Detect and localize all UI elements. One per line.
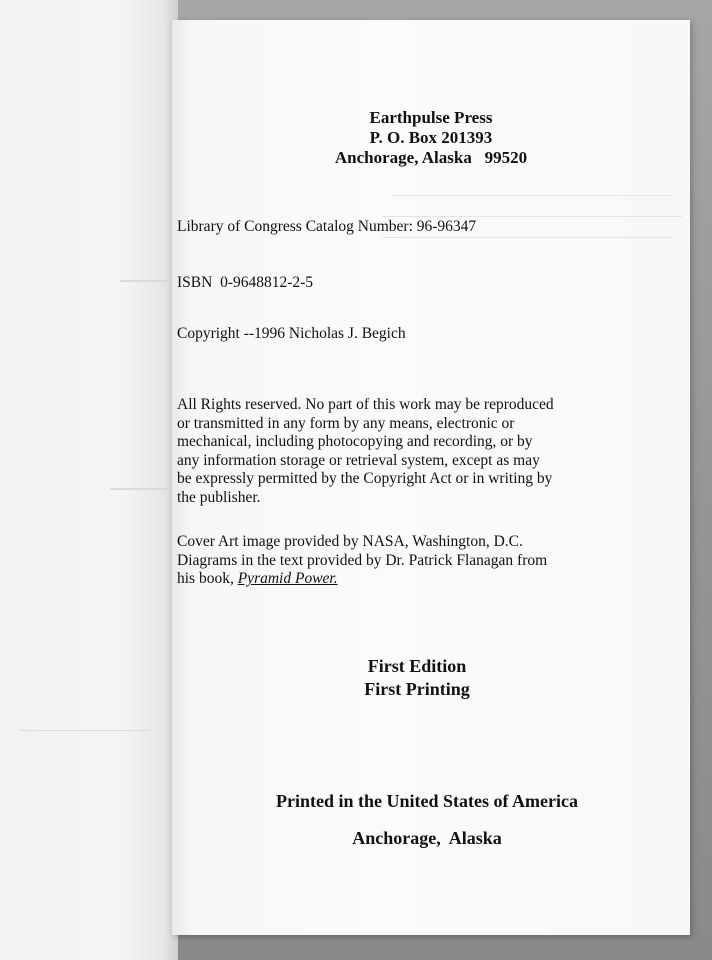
credits-line	[177, 570, 547, 589]
credits-line: Diagrams in the text provided by Dr. Patrick Flanagan from	[177, 551, 548, 569]
bleed-through-text	[282, 175, 582, 335]
printing-line: First Printing	[364, 679, 470, 699]
rights-line: the publisher.	[177, 488, 261, 506]
edition-line: First Edition	[367, 656, 467, 676]
publisher-po-box: P. O. Box 201393	[369, 128, 493, 147]
printed-city: Anchorage, Alaska	[352, 828, 502, 848]
publisher-city: Anchorage, Alaska 99520	[334, 148, 528, 167]
printed-in-line: Printed in the United States of America	[276, 791, 578, 811]
rights-line: All Rights reserved. No part of this work may be reproduced	[177, 396, 554, 413]
rights-line: mechanical, including photocopying and recording, or by	[177, 433, 533, 451]
book-title: Pyramid Power.	[237, 570, 338, 588]
credits-prefix: his book,	[177, 570, 238, 588]
left-page-show-through-mark	[120, 250, 170, 282]
copyright-page	[172, 20, 690, 935]
catalog-number: Library of Congress Catalog Number: 96-96347	[177, 218, 477, 235]
isbn: ISBN 0-9648812-2-5	[177, 274, 314, 291]
left-page-show-through-mark	[20, 690, 150, 731]
credits-paragraph	[177, 533, 547, 589]
credits-line: Cover Art image provided by NASA, Washington, D.C.	[177, 533, 523, 550]
rights-paragraph	[177, 396, 554, 508]
left-page-show-through-mark	[110, 470, 170, 490]
rights-line: or transmitted in any form by any means, electronic or	[177, 414, 515, 432]
left-page	[0, 0, 178, 960]
publisher-name: Earthpulse Press	[369, 108, 493, 127]
rights-line: any information storage or retrieval system, except as may	[177, 451, 540, 469]
copyright-line: Copyright --1996 Nicholas J. Begich	[177, 325, 406, 342]
rights-line: be expressly permitted by the Copyright Act or in writing by	[177, 470, 553, 488]
